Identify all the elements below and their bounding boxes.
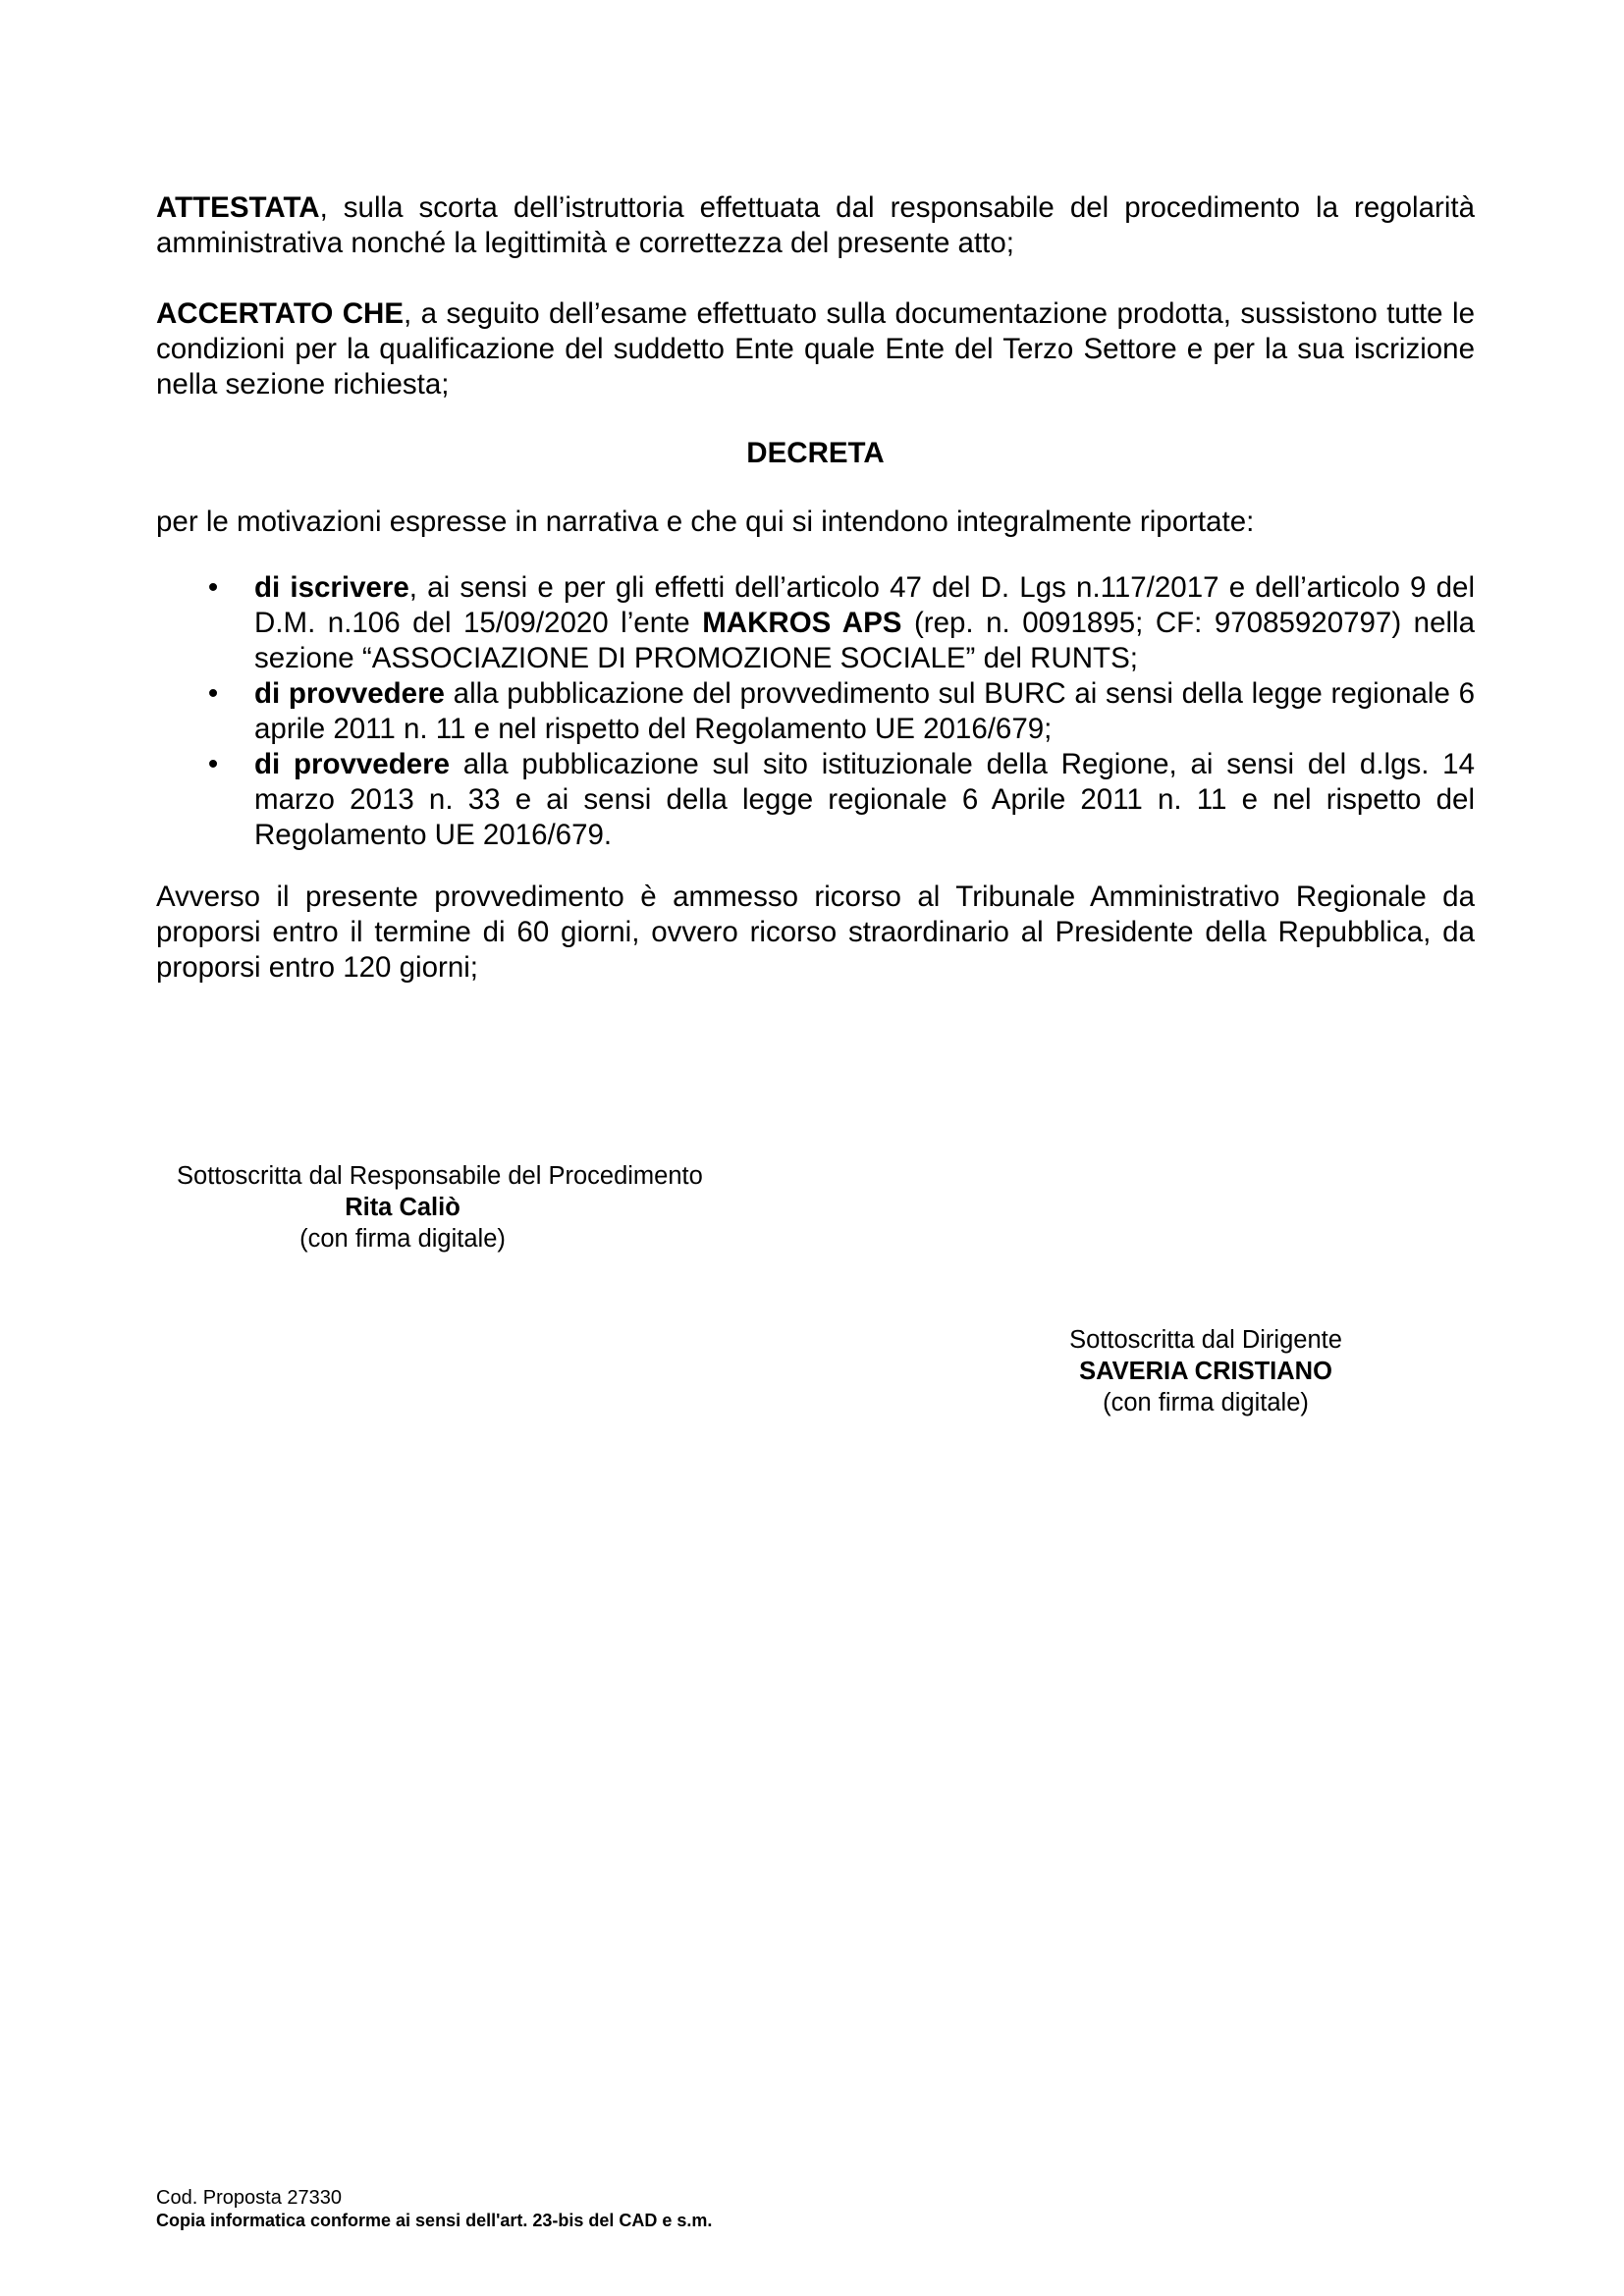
footer-proposal-code: Cod. Proposta 27330: [156, 2187, 343, 2209]
footer-copy-notice: Copia informatica conforme ai sensi dell'art. 23-bis del CAD e s.m.: [156, 2211, 713, 2230]
decree-item-lead: di provvedere: [254, 748, 451, 780]
page-footer: [156, 2187, 712, 2232]
signature-name: Rita Caliò: [345, 1194, 460, 1221]
decree-item-text: alla pubblicazione del provvedimento sul BURC ai sensi della legge regionale 6 aprile 2011 n. 11 e nel rispetto del Regolamento UE 2016/679;: [254, 677, 1475, 745]
decree-item-text: , ai sensi e per gli effetti dell’articolo 47 del D. Lgs n.117/2017 e dell’articolo 9 del D.M. n.106 del 15/09/2020 l’ente: [254, 571, 1476, 639]
paragraph-accertato: [156, 296, 1475, 402]
signature-role: Sottoscritta dal Dirigente: [1069, 1326, 1342, 1354]
bullet-icon: •: [207, 677, 219, 710]
paragraph-attestata: [156, 190, 1475, 261]
decree-item-text: alla pubblicazione sul sito istituzionale della Regione, ai sensi del d.lgs. 14 marzo 2013 n. 33 e ai sensi della legge regionale 6 Aprile 2011 n. 11 e nel rispetto del Regolamento UE 2016/679.: [254, 748, 1475, 851]
signature-note: (con firma digitale): [299, 1225, 506, 1253]
decree-item-burc: [156, 676, 1475, 747]
attestata-lead: ATTESTATA: [156, 191, 320, 224]
entity-name: MAKROS APS: [702, 607, 902, 639]
decree-list: [156, 570, 1475, 853]
signature-name: SAVERIA CRISTIANO: [1079, 1358, 1332, 1385]
paragraph-avverso: Avverso il presente provvedimento è ammesso ricorso al Tribunale Amministrativo Regionale da proporsi entro il termine di 60 giorni, ovvero ricorso straordinario al Presidente della Repubblica, da proporsi entro 120 giorni;: [156, 881, 1475, 984]
decree-item-iscrivere: [156, 570, 1475, 676]
signature-dirigente: [1009, 1324, 1402, 1418]
bullet-icon: •: [207, 748, 219, 780]
signature-responsabile: [177, 1160, 703, 1255]
attestata-text: , sulla scorta dell’istruttoria effettuata dal responsabile del procedimento la regolarità amministrativa nonché la legittimità e correttezza del presente atto;: [156, 191, 1475, 259]
accertato-text: , a seguito dell’esame effettuato sulla documentazione prodotta, sussistono tutte le condizioni per la qualificazione del suddetto Ente quale Ente del Terzo Settore e per la sua iscrizione nella sezione richiesta;: [156, 297, 1475, 400]
decree-item-sito: [156, 747, 1475, 853]
decree-item-text-cont: (rep. n. 0091895; CF: 97085920797) nella sezione “ASSOCIAZIONE DI PROMOZIONE SOCIALE” del RUNTS;: [254, 607, 1476, 674]
decree-item-lead: di iscrivere: [254, 571, 409, 604]
decree-item-lead: di provvedere: [254, 677, 445, 710]
signature-note: (con firma digitale): [1103, 1389, 1309, 1416]
paragraph-motivazioni: per le motivazioni espresse in narrativa e che qui si intendono integralmente riportate:: [156, 506, 1255, 538]
signature-role: Sottoscritta dal Responsabile del Procedimento: [177, 1162, 703, 1190]
bullet-icon: •: [207, 571, 219, 604]
decreta-heading: DECRETA: [746, 437, 885, 469]
accertato-lead: ACCERTATO CHE: [156, 297, 404, 330]
